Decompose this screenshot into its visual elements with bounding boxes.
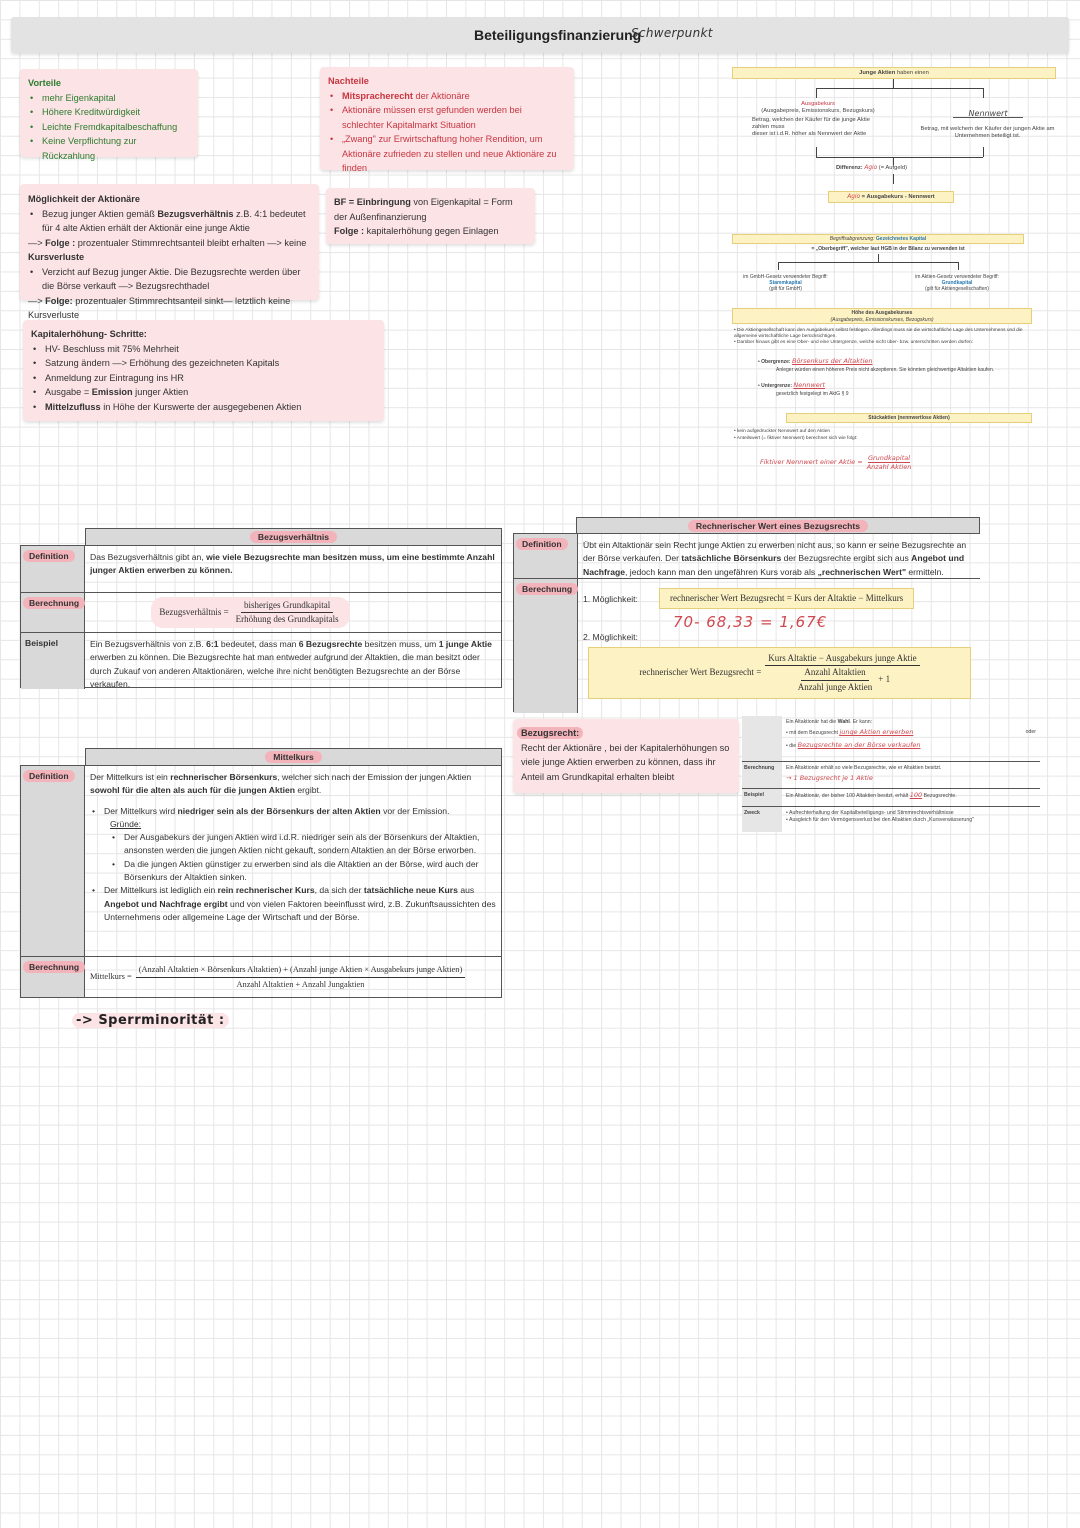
stueckaktien-text: • kein aufgedruckter Nennwert auf den Aktien • Anteilswert (= fiktiver Nennwert) berechnet sich wie folgt: — [734, 429, 858, 441]
table-row: Berechnung Mittelkurs = (Anzahl Altaktien × Börsenkurs Altaktien) + (Anzahl junge Aktien × Ausgabekurs junge Aktien) Anzahl Altaktien + Anzahl Jungaktien — [21, 956, 501, 997]
kapital-title: Kapitalerhöhung- Schritte: — [31, 329, 147, 339]
list-item: • mehr Eigenkapital — [28, 91, 190, 106]
folge-line: —> Folge : prozentualer Stimmrechtsanteil bleibt erhalten —> keine Kursverluste — [28, 237, 307, 262]
connector — [983, 88, 984, 98]
bezugsverhaeltnis-formula: Bezugsverhältnis = $\frac{\text{bisheriges Grundkapital}}{\text{Erhöhung des Grundkapitals}}$ — [151, 597, 349, 629]
mini-berechnung-label: Berechnung — [744, 765, 775, 771]
list-item: • Anmeldung zur Eintragung ins HR — [31, 371, 376, 386]
page-note: Schwerpunkt — [631, 26, 713, 40]
list-item: • Leichte Fremdkapitalbeschaffung — [28, 120, 190, 135]
moeglichkeit-title: Möglichkeit der Aktionäre — [28, 194, 140, 204]
moeglichkeit-2-label: 2. Möglichkeit: — [583, 632, 638, 642]
formula-1: rechnerischer Wert Bezugsrecht = Kurs der Altaktie − Mittelkurs — [659, 588, 914, 609]
bezugsverhaeltnis-table — [20, 545, 502, 688]
ausgabekurs-bullets: Betrag, welchen der Käufer für die junge Aktie zahlen muss dieser ist i.d.R. höher als Nennwert der Aktie — [752, 117, 870, 138]
connector — [816, 147, 817, 157]
junge-aktien-figure — [728, 64, 1060, 476]
mini-berechnung-text: Ein Altaktionär erhält so viele Bezugsrechte, wie er Altaktien besitzt. → 1 Bezugsrecht je 1 Aktie — [786, 765, 942, 782]
handwritten-calc: 70- 68,33 = 1,67€ — [673, 613, 828, 631]
list-item: • Keine Verpflichtung zur Rückzahlung — [28, 134, 190, 163]
connector — [816, 88, 817, 98]
connector — [778, 262, 779, 270]
list-item: • Der Ausgabekurs der jungen Aktien wird i.d.R. niedriger sein als der Börsenkurs der Altaktien, ansonsten werden die jungen Aktien nicht gekauft, sondern Altaktien an der Börse erworben. — [110, 831, 496, 858]
untergrenze-block: • Untergrenze: Nennwert gesetzlich festgelegt im AktG § 9 — [758, 381, 849, 397]
hoehe-box: Höhe des Ausgabekurses (Ausgabepreis, Emissionskurses, Bezugskurs) — [732, 308, 1032, 324]
kapitalerhoehung-card — [23, 320, 384, 421]
moeglichkeit-1-label: 1. Möglichkeit: — [583, 594, 638, 604]
nennwert-text: Betrag, mit welchem der Käufer der jungen Aktie am Unternehmen beteiligt ist. — [920, 126, 1055, 140]
begriff-box: Begriffsabgrenzung: Gezeichnetes Kapital — [732, 234, 1024, 244]
bezugsrecht-card: Bezugsrecht: Recht der Aktionäre , bei der Kapitalerhöhungen so viele junge Aktien erwerben zu können, dass ihr Anteil am Grundkapital erhalten bleibt — [513, 719, 739, 793]
mittelkurs-table — [20, 765, 502, 998]
mini-beispiel-label: Beispiel — [744, 792, 764, 798]
list-item: • Der Mittelkurs ist lediglich ein rein rechnerischer Kurs, da sich der tatsächliche neue Kurs aus Angebot und Nachfrage ergibt und von vielen Faktoren beeinflusst wird, z.B. Zukunftsaussichten des Unternehmens oder allgemeine Lage der Wirtschaft und der Börse. — [90, 884, 496, 924]
connector — [816, 157, 983, 158]
rechnerischer-wert-table — [513, 533, 980, 712]
sperrminoritaet-note: -> Sperrminorität : — [72, 1013, 229, 1028]
table-row: Definition Das Bezugsverhältnis gibt an, wie viele Bezugsrechte man besitzen muss, um eine bestimmte Anzahl junger Aktien erwerben zu können. — [21, 546, 501, 592]
list-item: • Bezug junger Aktien gemäß Bezugsverhältnis z.B. 4:1 bedeutet für 4 alte Aktien erhält der Aktionär eine junge Aktie — [28, 207, 311, 236]
list-item: • Mittelzufluss in Höhe der Kurswerte der ausgegebenen Aktien — [31, 400, 376, 415]
connector — [893, 174, 894, 184]
list-item: • Höhere Kreditwürdigkeit — [28, 105, 190, 120]
vorteile-card — [20, 69, 198, 161]
oberbegriff: = „Oberbegriff", welcher laut HGB in der Bilanz zu verwenden ist — [811, 246, 965, 252]
bf-folge: Folge : kapitalerhöhung gegen Einlagen — [334, 226, 499, 236]
connector — [816, 88, 983, 89]
mini-zweck-text: • Aufrechterhaltung der Kapitalbeteiligungs- und Stimmrechtsverhältnisse • Ausgleich für den Vermögensverlust bei den Altaktien durch „Kursverwässerung" — [786, 810, 974, 823]
mittelkurs-formula: Mittelkurs = (Anzahl Altaktien × Börsenkurs Altaktien) + (Anzahl junge Aktien × Ausgabekurs junge Aktien) Anzahl Altaktien + Anzahl Jungaktien — [85, 957, 501, 997]
stueckaktien-formula: Fiktiver Nennwert einer Aktie = Grundkapital Anzahl Aktien — [760, 454, 912, 471]
list-item: • Der Mittelkurs wird niedriger sein als der Börsenkurs der alten Aktien vor der Emission. Gründe: • Der Ausgabekurs der jungen Aktien wird i.d.R. niedriger sein als der Börsenkurs der Altaktien, ansonsten werden die jungen Aktien nicht gekauft, sondern Altaktien an der Börse erworben. • Da die jungen Aktien günstiger zu erwerben sind als die Altaktien an der Börse, wird auch der Börsenkurs der Altaktien sinken. — [90, 805, 496, 885]
hoehe-text: • Die Aktiengesellschaft kann den Ausgabekurs selbst festlegen. Allerdings muss sie die wirtschaftliche Lage des Unternehmens und die allgemeine wirtschaftliche Lage berücksichtigen. • Darüber hinaus gibt es eine Ober- und eine Untergrenze, welche nicht über- bzw. unterschritten werden dürfen: — [734, 328, 1023, 345]
bf-line: BF = Einbringung von Eigenkapital = Form der Außenfinanzierung — [334, 197, 513, 222]
list-item: • Da die jungen Aktien günstiger zu erwerben sind als die Altaktien an der Börse, wird auch der Börsenkurs der Altaktien sinken. — [110, 858, 496, 885]
table-row: Beispiel Ein Bezugsverhältnis von z.B. 6:1 bedeutet, dass man 6 Bezugsrechte besitzen muss, um 1 junge Aktie erwerben zu können. Die Bezugsrechte hat man entweder aufgrund der Altaktien, die man besitzt oder durch Zukauf von anderen Altaktionären, welche ihre nicht benötigten Bezugsrechte an der Börse verkaufen. — [21, 632, 501, 689]
list-item: • Aktionäre müssen erst gefunden werden bei schlechter Kapitalmarkt Situation — [328, 103, 566, 132]
nachteile-card — [320, 67, 574, 173]
stueckaktien-box: Stückaktien (nennwertlose Aktien) — [786, 413, 1032, 423]
vorteile-title: Vorteile — [28, 78, 62, 88]
table-row: Berechnung 1. Möglichkeit: rechnerischer Wert Bezugsrecht = Kurs der Altaktie − Mittelkurs 70- 68,33 = 1,67€ 2. Möglichkeit: rechnerischer Wert Bezugsrecht = Kurs Altaktie − Ausgabekurs junge Aktie $\frac{\text{Anzahl Altaktien}}{\text{Anzahl junge Aktien}}$ + 1 — [514, 578, 980, 713]
list-item: • „Zwang" zur Erwirtschaftung hoher Rendition, um Aktionäre zufrieden zu stellen und neue Aktionäre zu finden — [328, 132, 566, 176]
list-item: • Verzicht auf Bezug junger Aktie. Die Bezugsrechte werden über die Börse verkauft —> Bezugsrechthadel — [28, 265, 311, 294]
bezugsrecht-text: Recht der Aktionäre , bei der Kapitalerhöhungen so viele junge Aktien erwerben zu können, dass ihr Anteil am Grundkapital erhalten bleibt — [521, 742, 730, 782]
mini-zweck-label: Zweck — [744, 810, 760, 816]
bezugsverhaeltnis-header: Bezugsverhältnis — [85, 528, 502, 545]
moeglichkeit-card — [20, 184, 319, 320]
connector — [893, 157, 894, 165]
rechnerischer-wert-header: Rechnerischer Wert eines Bezugsrechts — [576, 517, 980, 534]
differenz-line: Differenz: Agio (= Aufgeld) — [836, 165, 907, 171]
formula-2: rechnerischer Wert Bezugsrecht = Kurs Altaktie − Ausgabekurs junge Aktie $\frac{\text{Anzahl Altaktien}}{\text{Anzahl junge Aktien}}$ + 1 — [588, 647, 971, 699]
obergrenze-block: • Obergrenze: Börsenkurs der Altaktien Anleger würden einen höheren Preis nicht akzeptieren. Sie könnten gleichwertige Altaktien kaufen. — [758, 357, 995, 373]
connector — [983, 147, 984, 157]
list-item: • HV- Beschluss mit 75% Mehrheit — [31, 342, 376, 357]
nennwert-label: Nennwert — [953, 110, 1023, 118]
wahl-table — [742, 716, 1040, 832]
table-row: Definition Übt ein Altaktionär sein Recht junge Aktien zu erwerben nicht aus, so kann er seine Bezugsrechte an der Börse verkaufen. Der tatsächliche Börsenkurs der Bezugsrechte ergibt sich aus Angebot und Nachfrage, jedoch kann man den ungefähren Kurs vorab als „rechnerischen Wert" ermitteln. — [514, 534, 980, 578]
nachteile-title: Nachteile — [328, 76, 369, 86]
folge-line: —> Folge: prozentualer Stimmrechtsanteil sinkt— letztlich keine Kursverluste — [28, 295, 291, 320]
table-row: Definition Der Mittelkurs ist ein rechnerischer Börsenkurs, welcher sich nach der Emission der jungen Aktien sowohl für die alten als auch für die jungen Aktien ergibt. • Der Mittelkurs wird niedriger sein als der Börsenkurs der alten Aktien vor der Emission. Gründe: • Der Ausgabekurs der jungen Aktien wird i.d.R. niedriger sein als der Börsenkurs der Altaktien, ansonsten werden die jungen Aktien nicht gekauft, sondern Altaktien an der Börse erworben. • Da die jungen Aktien günstiger zu erwerben sind als die Altaktien an der Börse, wird auch der Börsenkurs der Altaktien sinken. • Der Mittelkurs ist lediglich ein rein rechnerischer Kurs, da sich der tatsächliche neue Kurs aus Angebot und Nachfrage ergibt und von vielen Faktoren beeinflusst wird, z.B. Zukunftsaussichten des Unternehmens oder allgemeine Lage der Wirtschaft und der Börse. — [21, 766, 501, 956]
agio-box: Agio = Ausgabekurs - Nennwert — [828, 191, 954, 203]
list-item: • Satzung ändern —> Erhöhung des gezeichneten Kapitals — [31, 356, 376, 371]
grundkapital-block: im Aktien-Gesetz verwendeter Begriff: Grundkapital (gilt für Aktiengesellschaften) — [915, 274, 999, 292]
junge-aktien-box: Junge Aktien haben einen — [732, 67, 1056, 79]
mittelkurs-header: Mittelkurs — [85, 748, 502, 765]
mini-beispiel-text: Ein Altaktionär, der bisher 100 Altaktien besitzt, erhält 100 Bezugsrechte. — [786, 791, 957, 799]
bf-card — [326, 188, 535, 244]
connector — [878, 254, 879, 262]
wahl-text: Ein Altaktionär hat die Wahl. Er kann: • mit dem Bezugsrecht junge Aktien erwerben oder • die Bezugsrechte an der Börse verkaufen — [786, 719, 1036, 749]
page-title: Beteiligungsfinanzierung — [474, 27, 642, 43]
stammkapital-block: im GmbH-Gesetz verwendeter Begriff: Stammkapital (gilt für GmbH) — [743, 274, 828, 292]
connector — [958, 262, 959, 270]
ausgabekurs-block: Ausgabekurs (Ausgabepreis, Emissionskurs, Bezugskurs) — [761, 101, 875, 115]
connector — [778, 262, 958, 263]
list-item: • Ausgabe = Emission junger Aktien — [31, 385, 376, 400]
list-item: • Mitspracherecht der Aktionäre — [328, 89, 566, 104]
table-row: Berechnung Bezugsverhältnis = $\frac{\text{bisheriges Grundkapital}}{\text{Erhöhung des Grundkapitals}}$ — [21, 592, 501, 632]
